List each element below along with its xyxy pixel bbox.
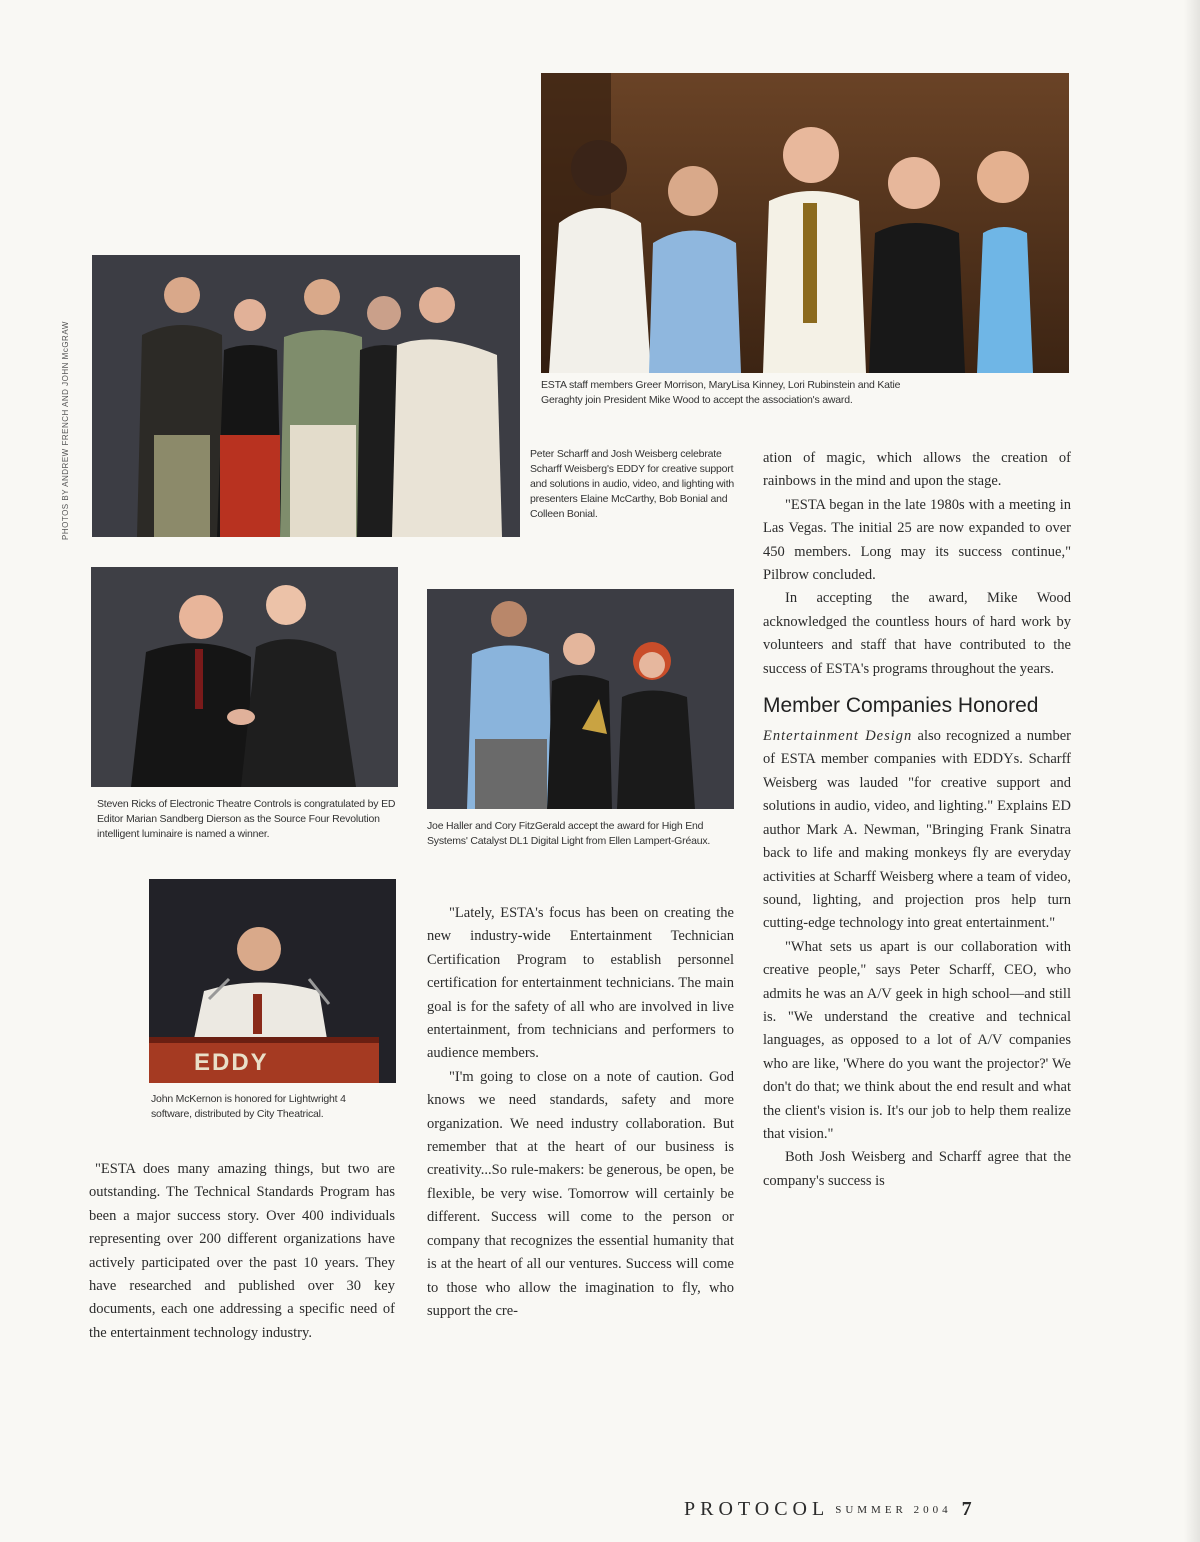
article-paragraph: "ESTA does many amazing things, but two are outstanding. The Technical Standards Program has been a major success story. Over 400 individuals representing over 200 different organizations have actively participated over the past 10 years. They have researched and published over 30 key documents, each one addressing a specific need of the entertainment technology industry. (89, 1161, 395, 1341)
article-paragraph: "I'm going to close on a note of caution. God knows we need standards, safety and more organization. We need industry collaboration. But remember that at the heart of our business is creativity...So rule-makers: be generous, be open, be flexible, be very wise. Tomorrow will certainly be different. Success will come to the person or company that recognizes the essential humanity that is at the heart of all our ventures. Success will come to those who allow the imagination to fly, who support the cre- (427, 1068, 734, 1319)
photo-credit: PHOTOS BY ANDREW FRENCH AND JOHN McGRAW (61, 321, 70, 540)
photo-esta-staff (541, 73, 1069, 373)
article-right-column (763, 447, 1071, 1193)
article-paragraph: In accepting the award, Mike Wood acknowledged the countless hours of hard work by volunteers and staff that have contributed to the success of ESTA's programs throughout the years. (763, 590, 1071, 677)
photo-lightwright-award (149, 879, 396, 1083)
article-center-column (427, 902, 734, 1323)
podium-sign: EDDY (194, 1049, 269, 1076)
caption-lightwright-award: John McKernon is honored for Lightwright 4 software, distributed by City Theatrical. (151, 1093, 346, 1120)
photo-high-end-award (427, 589, 734, 809)
publication-title: PROTOCOL (684, 1498, 830, 1520)
photo-scharff-weisberg (92, 255, 520, 537)
photo-etc-award (91, 567, 398, 787)
article-left-column (89, 1158, 395, 1345)
article-paragraph: "Lately, ESTA's focus has been on creating the new industry-wide Entertainment Technician Certification Program to establish personnel certification for entertainment technicians. The main goal is for the safety of all who are involved in live entertainment, from technicians and performers to audience members. (427, 905, 734, 1062)
article-paragraph: "What sets us apart is our collaboration with creative people," says Peter Scharff, CEO, who admits he was an A/V geek in high school—and still is. "We understand the creative and technical languages, as opposed to a lot of A/V companies who are like, 'Where do you want the projector?' We don't do that; we think about the end result and what the client's vision is. It's our job to help them realize that vision." (763, 938, 1071, 1142)
caption-high-end-award: Joe Haller and Cory FitzGerald accept the award for High End Systems' Catalyst DL1 Digital Light from Ellen Lampert-Gréaux. (427, 820, 711, 847)
page-edge-shadow (1184, 0, 1200, 1542)
publication-name: Entertainment Design (763, 728, 913, 745)
caption-esta-staff: ESTA staff members Greer Morrison, MaryLisa Kinney, Lori Rubinstein and Katie Geraghty join President Mike Wood to accept the association's award. (541, 379, 901, 406)
page-footer (684, 1498, 1076, 1524)
caption-etc-award: Steven Ricks of Electronic Theatre Controls is congratulated by ED Editor Marian Sandberg Dierson as the Source Four Revolution intelligent luminaire is named a winner. (97, 798, 396, 840)
article-paragraph: ation of magic, which allows the creation of rainbows in the mind and upon the stage. (763, 450, 1071, 490)
article-text: also recognized a number of ESTA member companies with EDDYs. Scharff Weisberg was lauded "for creative support and solutions in audio, video, and lighting." Explains ED author Mark A. Newman, "Bringing Frank Sinatra back to life and making monkeys fly are everyday activities at Scharff Weisberg where a team of video, sound, lighting, and projection pros help turn cutting-edge technology into great entertainment." (763, 728, 1071, 932)
section-heading: Member Companies Honored (763, 694, 1039, 718)
issue-label: SUMMER 2004 (835, 1504, 952, 1516)
page-number: 7 (961, 1498, 972, 1520)
article-paragraph: "ESTA began in the late 1980s with a meeting in Las Vegas. The initial 25 are now expanded to over 450 members. Long may its success continue," Pilbrow concluded. (763, 496, 1071, 584)
article-paragraph: Both Josh Weisberg and Scharff agree that the company's success is (763, 1149, 1071, 1189)
caption-scharff-weisberg: Peter Scharff and Josh Weisberg celebrate Scharff Weisberg's EDDY for creative support and solutions in audio, video, and lighting with presenters Elaine McCarthy, Bob Bonial and Colleen Bonial. (530, 448, 735, 520)
article-paragraph (763, 725, 1071, 936)
